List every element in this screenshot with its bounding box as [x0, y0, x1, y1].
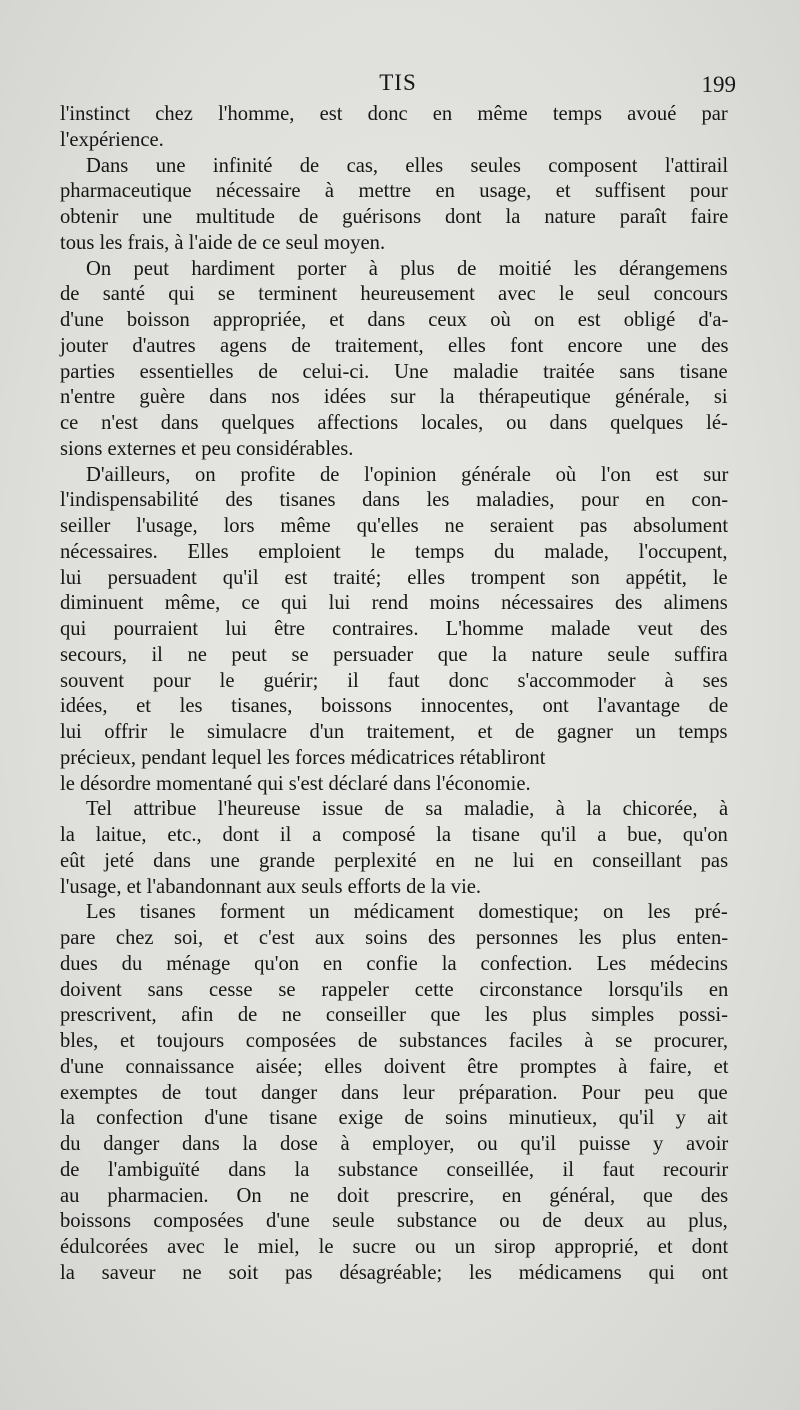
- text-line: diminuent même, ce qui lui rend moins nécessaires des alimens: [60, 592, 728, 615]
- text-line: précieux, pendant lequel les forces médicatrices rétabliront: [60, 746, 546, 769]
- text-line: dues du ménage qu'on en confie la confection. Les médecins: [60, 952, 728, 975]
- text-line: souvent pour le guérir; il faut donc s'accommoder à ses: [60, 669, 728, 692]
- text-line: au pharmacien. On ne doit prescrire, en général, que des: [60, 1184, 729, 1207]
- text-line: lui offrir le simulacre d'un traitement, et de gagner un temps: [60, 721, 728, 743]
- text-line: Dans une infinité de cas, elles seules composent l'attirail: [86, 154, 729, 177]
- text-line: obtenir une multitude de guérisons dont la nature paraît faire: [60, 206, 729, 228]
- page-header: [60, 70, 736, 100]
- text-line: nécessaires. Elles emploient le temps du malade, l'occupent,: [60, 540, 728, 563]
- text-line: la laitue, etc., dont il a composé la tisane qu'il a bue, qu'on: [60, 824, 728, 846]
- text-line: lui persuadent qu'il est traité; elles trompent son appétit, le: [60, 566, 728, 589]
- text-line: d'une connaissance aisée; elles doivent être promptes à faire, et: [60, 1055, 729, 1078]
- text-line: prescrivent, afin de ne conseiller que les plus simples possi-: [60, 1004, 728, 1027]
- text-line: pare chez soi, et c'est aux soins des personnes les plus enten-: [60, 927, 729, 949]
- text-line: D'ailleurs, on profite de l'opinion générale où l'on est sur: [86, 463, 729, 486]
- text-line: l'usage, et l'abandonnant aux seuls efforts de la vie.: [60, 875, 482, 898]
- text-line: secours, il ne peut se persuader que la nature seule suffira: [60, 643, 728, 666]
- text-line: exemptes de tout danger dans leur préparation. Pour peu que: [60, 1081, 728, 1104]
- text-line: qui pourraient lui être contraires. L'homme malade veut des: [60, 618, 728, 640]
- text-line: doivent sans cesse se rappeler cette circonstance lorsqu'ils en: [60, 978, 729, 1001]
- text-line: Tel attribue l'heureuse issue de sa maladie, à la chicorée, à: [86, 798, 729, 821]
- text-line: On peut hardiment porter à plus de moitié les dérangemens: [86, 257, 728, 280]
- text-line: jouter d'autres agens de traitement, elles font encore une des: [60, 334, 729, 357]
- body-text: [60, 102, 728, 1287]
- text-line: tous les frais, à l'aide de ce seul moyen.: [60, 231, 386, 254]
- text-line: du danger dans la dose à employer, ou qu'il puisse y avoir: [60, 1133, 729, 1155]
- text-line: sions externes et peu considérables.: [60, 437, 354, 460]
- text-line: ce n'est dans quelques affections locales, ou dans quelques lé-: [60, 412, 728, 434]
- text-line: de l'ambiguïté dans la substance conseillée, il faut recourir: [60, 1158, 729, 1181]
- running-head: TIS: [379, 70, 417, 95]
- text-line: idées, et les tisanes, boissons innocentes, ont l'avantage de: [60, 695, 729, 718]
- text-line: Les tisanes forment un médicament domestique; on les pré-: [86, 901, 728, 924]
- text-line: l'indispensabilité des tisanes dans les maladies, pour en con-: [60, 489, 729, 512]
- text-line: bles, et toujours composées de substances faciles à se procurer,: [60, 1030, 728, 1052]
- text-line: le désordre momentané qui s'est déclaré dans l'économie.: [60, 772, 531, 795]
- text-line: n'entre guère dans nos idées sur la thérapeutique générale, si: [60, 386, 728, 409]
- text-line: la saveur ne soit pas désagréable; les médicamens qui ont: [60, 1261, 728, 1284]
- text-line: seiller l'usage, lors même qu'elles ne seraient pas absolument: [60, 515, 729, 537]
- page-number: 199: [701, 72, 736, 97]
- text-line: édulcorées avec le miel, le sucre ou un sirop approprié, et dont: [60, 1236, 729, 1258]
- text-line: d'une boisson appropriée, et dans ceux où on est obligé d'a-: [60, 309, 729, 331]
- text-line: l'instinct chez l'homme, est donc en même temps avoué par: [60, 103, 728, 125]
- text-line: l'expérience.: [60, 128, 164, 151]
- text-line: pharmaceutique nécessaire à mettre en usage, et suffisent pour: [60, 180, 728, 203]
- text-line: parties essentielles de celui-ci. Une maladie traitée sans tisane: [60, 360, 728, 383]
- text-line: eût jeté dans une grande perplexité en ne lui en conseillant pas: [60, 849, 729, 872]
- text-line: la confection d'une tisane exige de soins minutieux, qu'il y ait: [60, 1107, 728, 1130]
- text-line: de santé qui se terminent heureusement avec le seul concours: [60, 283, 728, 306]
- text-line: boissons composées d'une seule substance ou de deux au plus,: [60, 1210, 728, 1233]
